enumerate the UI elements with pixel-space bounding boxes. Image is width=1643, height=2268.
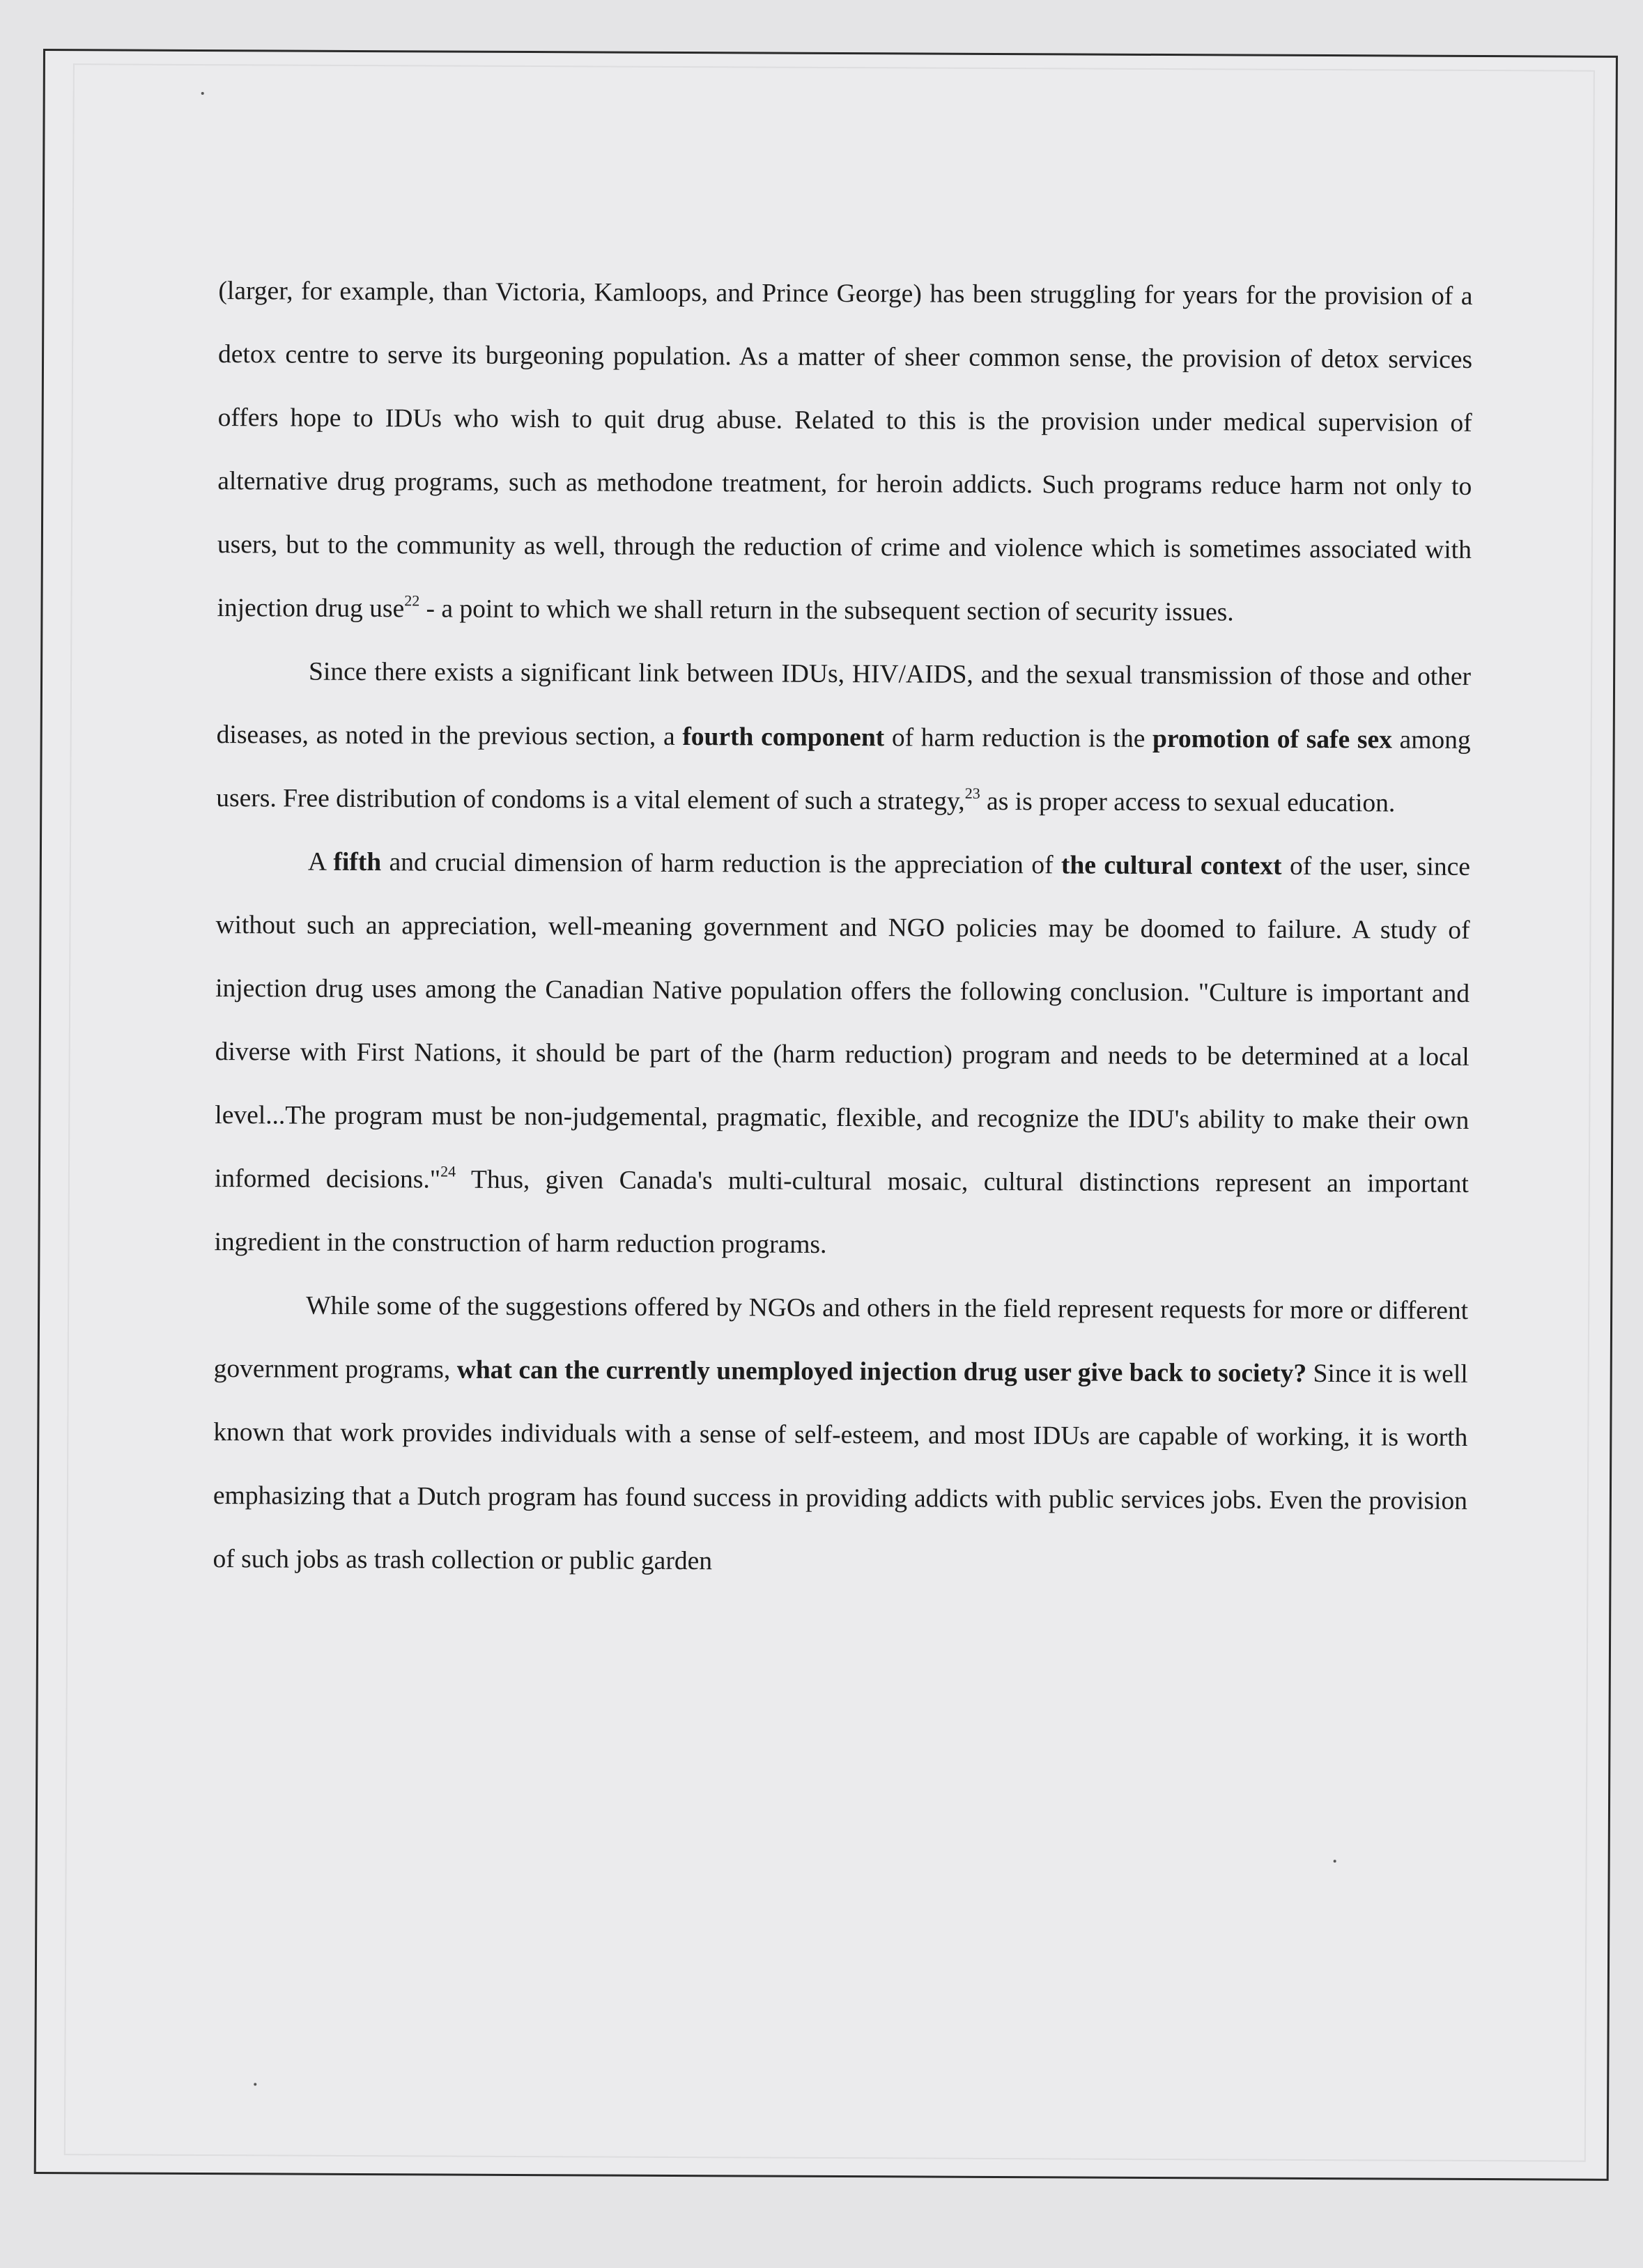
text-run: (larger, for example, than Victoria, Kamloops, and Prince George) has been struggling for years for the provision of a detox centre to serve its burgeoning population. As a matter of sheer common sense, the provision of detox services offers hope to IDUs who wish to quit drug abuse. Related to this is the provision under medical supervision of alternative drug programs, such as methodone treatment, for heroin addicts. Such programs reduce harm not only to users, but to the community as well, through the reduction of crime and violence which is sometimes associated with injection drug use [217,277,1473,624]
text-run: and crucial dimension of harm reduction is the appreciation of [381,848,1062,880]
bold-term: the cultural context [1060,851,1282,881]
text-run: While some of the suggestions offered by NGOs and others in the field represent requests for more or different government programs, [213,1291,1469,1384]
footnote-ref-24: 24 [440,1162,456,1180]
bold-term: fourth component [682,723,885,753]
bold-question: what can the currently unemployed injection drug user give back to society? [456,1355,1307,1388]
bold-term: fifth [333,847,382,877]
paragraph-4 [213,1274,1468,1596]
footnote-ref-22: 22 [404,592,420,610]
text-run: of harm reduction is the [884,723,1153,753]
body-text [213,259,1472,1596]
text-run: A [307,847,334,877]
scan-speck [201,92,204,95]
text-run: Since it is well known that work provides individuals with a sense of self-esteem, and most IDUs are capable of working, it is worth emphasizing that a Dutch program has found success in providing addicts with public services jobs. Even the provision of such jobs as trash collection or public garden [213,1359,1468,1576]
paragraph-2 [216,640,1471,835]
bold-term: promotion of safe sex [1152,724,1393,755]
paragraph-3 [214,830,1470,1279]
document-page [34,49,1618,2181]
text-run: of the user, since without such an appreciation, well-meaning government and NGO policies may be doomed to failure. A study of injection drug uses among the Canadian Native population offers the following conclusion. "Culture is important and diverse with First Nations, it should be part of the (harm reduction) program and needs to be determined at a local level...The program must be non-judgemental, pragmatic, flexible, and recognize the IDU's ability to make their own informed decisions." [214,851,1470,1194]
text-run: Thus, given Canada's multi-cultural mosaic, cultural distinctions represent an important ingredient in the construction of harm reduction programs. [214,1165,1469,1259]
footnote-ref-23: 23 [964,784,980,802]
text-run: as is proper access to sexual education. [980,787,1396,818]
paragraph-1 [217,259,1472,645]
text-run: - a point to which we shall return in the subsequent section of security issues. [419,594,1234,627]
scan-speck [1334,1860,1336,1862]
text-run: Since there exists a significant link between IDUs, HIV/AIDS, and the sexual transmission of those and other diseases, as noted in the previous section, a [216,657,1472,752]
scan-speck [254,2083,256,2085]
text-run: among users. Free distribution of condoms is a vital element of such a strategy, [216,725,1471,816]
